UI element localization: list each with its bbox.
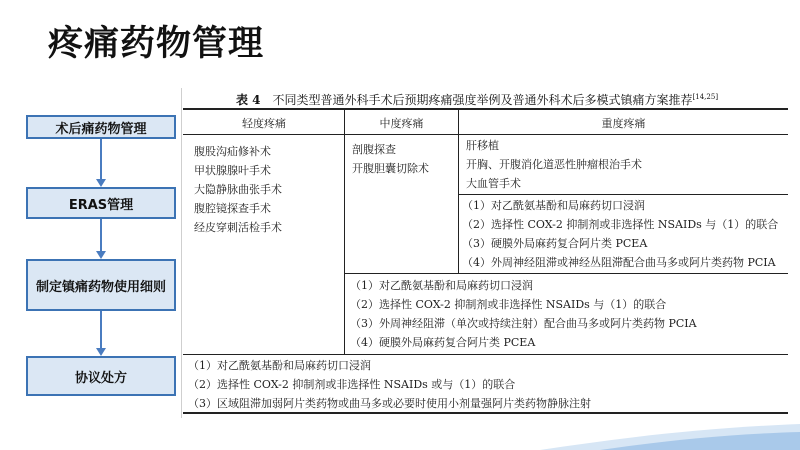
- list-item: 经皮穿刺活检手术: [194, 221, 282, 234]
- table-top-rule: [183, 108, 788, 110]
- list-item: （2）选择性 COX-2 抑制剂或非选择性 NSAIDs 或与（1）的联合: [188, 378, 516, 391]
- table-citation: [14,25]: [692, 93, 719, 101]
- flow-arrow-down-icon: [96, 219, 106, 259]
- table-header-mild: 轻度疼痛: [242, 117, 286, 130]
- severe-analgesia-plan: [462, 196, 778, 272]
- table-col-divider: [458, 110, 459, 273]
- mild-surgery-list: [194, 142, 282, 237]
- table-number: 表 4: [236, 93, 261, 107]
- list-item: （2）选择性 COX-2 抑制剂或非选择性 NSAIDs 与（1）的联合: [350, 298, 667, 311]
- list-item: （1）对乙酰氨基酚和局麻药切口浸润: [188, 359, 371, 372]
- mild-analgesia-plan: [188, 356, 591, 413]
- list-item: （4）外周神经阻滞或神经丛阻滞配合曲马多或阿片类药物 PCIA: [462, 256, 776, 269]
- list-item: 甲状腺腺叶手术: [194, 164, 271, 177]
- table-header-moderate: 中度疼痛: [379, 117, 424, 130]
- table-header-severe: 重度疼痛: [601, 117, 646, 130]
- table-caption-text: 不同类型普通外科手术后预期疼痛强度举例及普通外科术后多模式镇痛方案推荐: [272, 93, 693, 107]
- scan-edge-divider: [181, 88, 182, 418]
- severe-surgery-list: [466, 136, 642, 193]
- table-col-divider: [344, 273, 345, 354]
- moderate-analgesia-plan: [350, 276, 697, 352]
- flow-step-label: 制定镇痛药物使用细则: [35, 279, 166, 295]
- list-item: （3）外周神经阻滞（单次或持续注射）配合曲马多或阿片类药物 PCIA: [350, 317, 697, 330]
- list-item: 大隐静脉曲张手术: [194, 183, 282, 196]
- flow-step-label: ERAS管理: [68, 197, 134, 213]
- decorative-swoosh: [540, 420, 800, 450]
- flow-step-protocol-prescription: [26, 356, 176, 396]
- flow-step-label: 协议处方: [74, 370, 127, 386]
- list-item: 开胸、开腹消化道恶性肿瘤根治手术: [466, 158, 642, 171]
- table-header-rule: [183, 134, 788, 135]
- flow-step-label: 术后痛药物管理: [55, 121, 147, 137]
- list-item: （2）选择性 COX-2 抑制剂或非选择性 NSAIDs 与（1）的联合: [462, 218, 779, 231]
- flow-step-analgesic-rules: [26, 259, 176, 311]
- table-row-rule: [344, 273, 788, 274]
- list-item: （1）对乙酰氨基酚和局麻药切口浸润: [350, 279, 533, 292]
- list-item: 腹腔镜探查手术: [194, 202, 271, 215]
- table-row-rule: [183, 354, 788, 355]
- list-item: 腹股沟疝修补术: [194, 145, 271, 158]
- page-title: 疼痛药物管理: [48, 24, 265, 64]
- flow-arrow-down-icon: [96, 139, 106, 187]
- list-item: 肝移植: [466, 139, 499, 152]
- flow-arrow-down-icon: [96, 311, 106, 356]
- table-row-rule: [458, 194, 788, 195]
- moderate-surgery-list: [352, 140, 429, 178]
- list-item: （4）硬膜外局麻药复合阿片类 PCEA: [350, 336, 536, 349]
- table-col-divider: [344, 110, 345, 273]
- list-item: （3）区域阻滞加弱阿片类药物或曲马多或必要时使用小剂量强阿片类药物静脉注射: [188, 397, 591, 410]
- list-item: 开腹胆囊切除术: [352, 162, 429, 175]
- list-item: （1）对乙酰氨基酚和局麻药切口浸润: [462, 199, 645, 212]
- flow-step-postop-pain: [26, 115, 176, 139]
- table-caption: [236, 91, 718, 108]
- list-item: （3）硬膜外局麻药复合阿片类 PCEA: [462, 237, 648, 250]
- list-item: 大血管手术: [466, 177, 521, 190]
- list-item: 剖腹探查: [352, 143, 396, 156]
- flow-step-eras: [26, 187, 176, 219]
